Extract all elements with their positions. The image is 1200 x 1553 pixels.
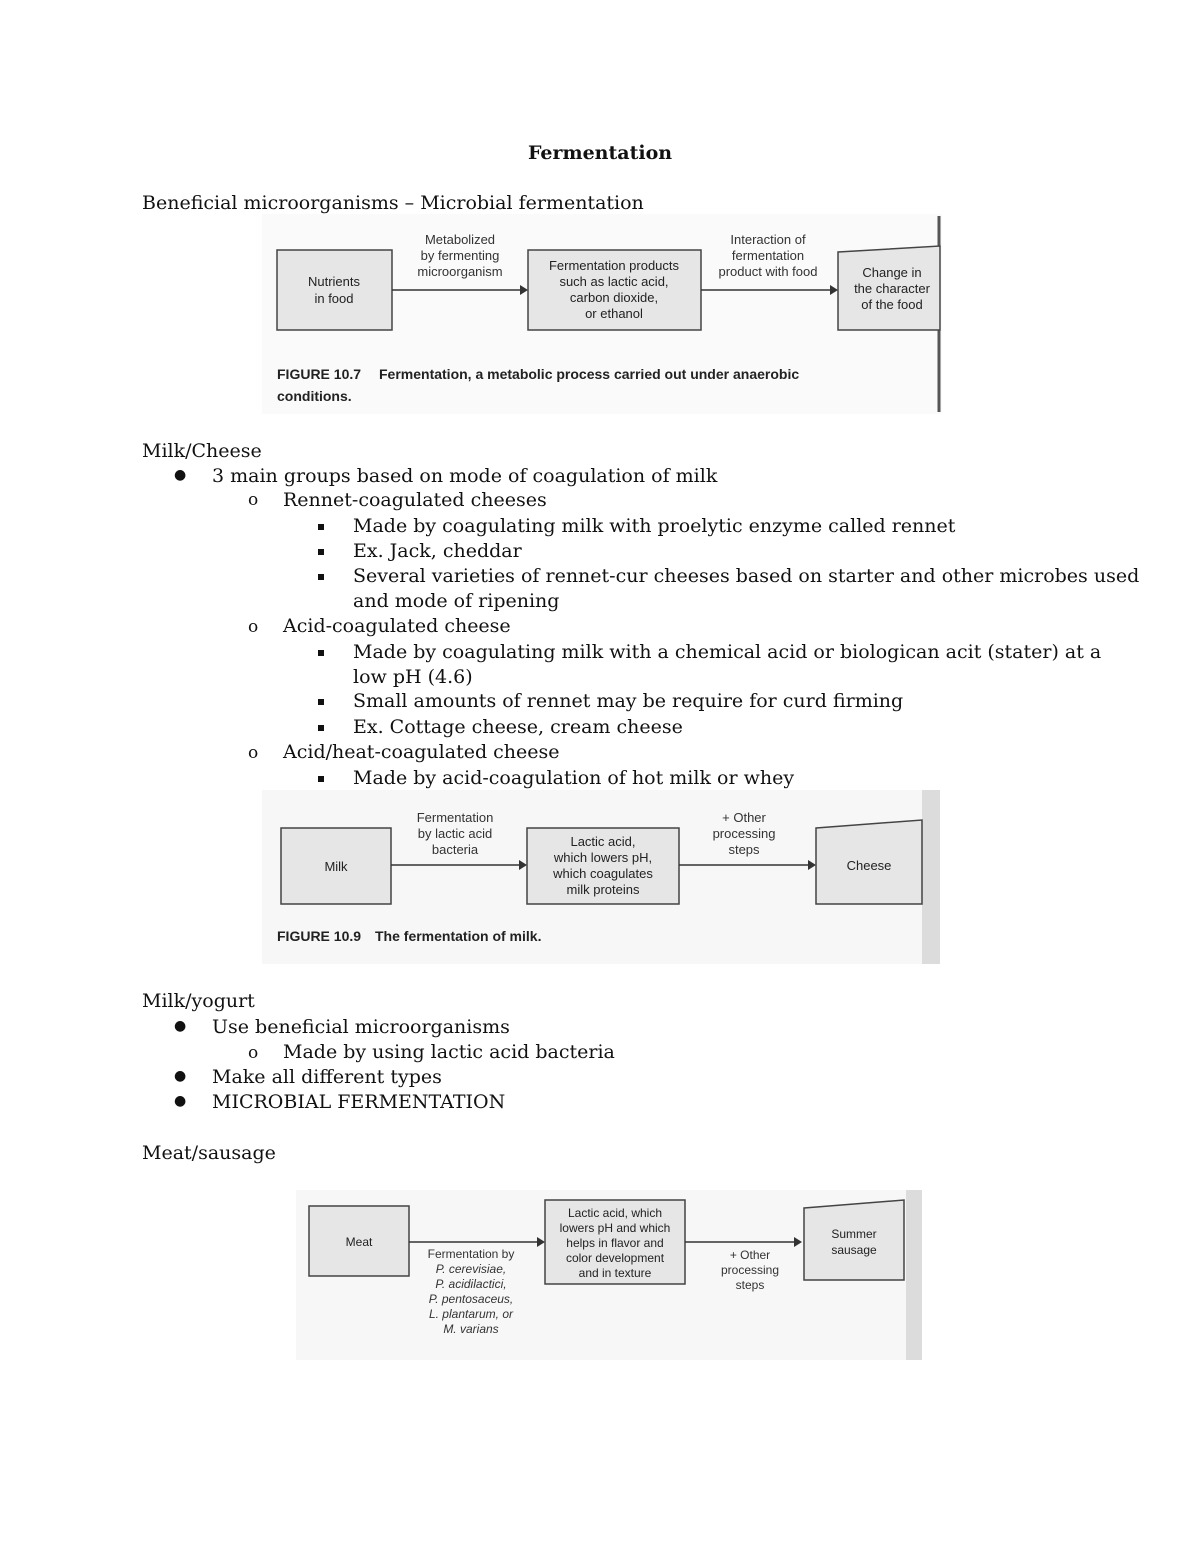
square-bullet-icon [318,549,324,555]
fig1-box1-line1: Nutrients [307,274,361,289]
fig1-box2-line3: carbon dioxide, [569,290,659,305]
list-item-continuation: and mode of ripening [353,590,560,612]
fig2-arrow2-line2: processing [712,826,776,841]
square-bullet-icon [318,524,324,530]
bullet-icon: ● [174,1068,187,1084]
fig2-arrow2-line3: steps [728,842,760,857]
list-item: 3 main groups based on mode of coagulation of milk [212,465,718,487]
square-bullet-icon [318,574,324,580]
square-bullet-icon [318,776,324,782]
list-item: Made by coagulating milk with a chemical acid or biologican acit (stater) at a [353,641,1102,663]
fig3-box1: Meat [345,1235,373,1249]
fig3-box2-line1: Lactic acid, which [567,1206,663,1220]
list-item: Acid-coagulated cheese [283,615,511,637]
bullet-icon: ● [174,1093,187,1109]
fig1-caption-label: FIGURE 10.7 [277,366,362,382]
section-heading-milk-cheese: Milk/Cheese [142,440,262,462]
fig1-caption-text: Fermentation, a metabolic process carried out under anaerobic [379,366,800,382]
fig2-arrow1-line1: Fermentation [416,810,494,825]
section-heading-milk-yogurt: Milk/yogurt [142,990,255,1012]
fig3-arrow1-line4: P. pentosaceus, [428,1292,514,1306]
fig1-box2-line1: Fermentation products [548,258,680,273]
square-bullet-icon [318,650,324,656]
list-item: Made by acid-coagulation of hot milk or whey [353,767,795,789]
fig2-box1: Milk [324,859,348,874]
list-item: Made by using lactic acid bacteria [283,1041,615,1063]
fig1-box2-line4: or ethanol [585,306,643,321]
fig1-box3-line2: the character [854,281,930,296]
fig1-arrow2-line3: product with food [718,264,818,279]
fig3-box3-line2: sausage [831,1243,877,1257]
fig2-arrow1-line2: by lactic acid [417,826,493,841]
fig2-caption-label: FIGURE 10.9 [277,928,362,944]
list-item: Several varieties of rennet-cur cheeses based on starter and other microbes used [353,565,1140,587]
fig1-box3-line1: Change in [862,265,922,280]
fig2-caption-text: The fermentation of milk. [375,928,542,944]
list-item: Made by coagulating milk with proelytic enzyme called rennet [353,515,956,537]
fig3-box2-line5: and in texture [578,1266,652,1280]
list-item: Small amounts of rennet may be require for curd firming [353,690,904,712]
section-heading-meat-sausage: Meat/sausage [142,1142,276,1164]
square-bullet-icon [318,725,324,731]
fig3-arrow2-line1: + Other [729,1248,771,1262]
fig1-caption-text2: conditions. [277,388,352,404]
fig3-box2-line3: helps in flavor and [566,1236,664,1250]
list-item: Acid/heat-coagulated cheese [283,741,560,763]
fig3-arrow1-line5: L. plantarum, or [428,1307,514,1321]
fig3-box2-line2: lowers pH and which [559,1221,671,1235]
page-title: Fermentation [527,142,673,164]
square-bullet-icon [318,699,324,705]
fig3-arrow1-line6: M. varians [443,1322,499,1336]
list-item: Make all different types [212,1066,442,1088]
list-item: Ex. Cottage cheese, cream cheese [353,716,683,738]
list-item-continuation: low pH (4.6) [353,666,473,688]
figure-10-7 [262,214,942,414]
list-item: Use beneficial microorganisms [212,1016,510,1038]
fig2-box2-line2: which lowers pH, [553,850,653,865]
list-item: MICROBIAL FERMENTATION [212,1091,506,1113]
fig1-arrow2-line2: fermentation [731,248,805,263]
bullet-icon: ● [174,1018,187,1034]
circle-bullet-icon: o [248,1043,259,1063]
figure-10-9 [262,790,940,964]
fig1-arrow1-line1: Metabolized [424,232,496,247]
fig3-box3-line1: Summer [831,1227,877,1241]
fig1-box2-line2: such as lactic acid, [559,274,669,289]
circle-bullet-icon: o [248,743,259,763]
fig3-box2-line4: color development [565,1251,665,1265]
fig3-arrow1-line2: P. cerevisiae, [435,1262,507,1276]
fig2-arrow2-line1: + Other [722,810,766,825]
fig3-arrow2-line3: steps [735,1278,765,1292]
list-item: Ex. Jack, cheddar [353,540,522,562]
fig1-arrow1-line2: by fermenting [420,248,500,263]
fig1-box3-line3: of the food [861,297,923,312]
fig2-box3: Cheese [846,858,892,873]
fig2-arrow1-line3: bacteria [431,842,479,857]
nutrients-box [277,250,392,330]
fig2-box2-line1: Lactic acid, [570,834,636,849]
fig1-arrow2-line1: Interaction of [730,232,806,247]
bullet-icon: ● [174,467,187,483]
fig1-box1-line2: in food [314,291,354,306]
fig3-arrow1-line3: P. acidilactici, [435,1277,507,1291]
fig1-arrow1-line3: microorganism [417,264,503,279]
section-heading-fermentation: Beneficial microorganisms – Microbial fermentation [142,192,644,214]
fig2-box2-line3: which coagulates [553,866,653,881]
fig2-box2-line4: milk proteins [566,882,640,897]
circle-bullet-icon: o [248,490,259,510]
figure-meat-fermentation [296,1190,922,1360]
fig3-arrow2-line2: processing [720,1263,780,1277]
circle-bullet-icon: o [248,617,259,637]
fig3-arrow1-line1: Fermentation by [427,1247,515,1261]
list-item: Rennet-coagulated cheeses [283,489,547,511]
